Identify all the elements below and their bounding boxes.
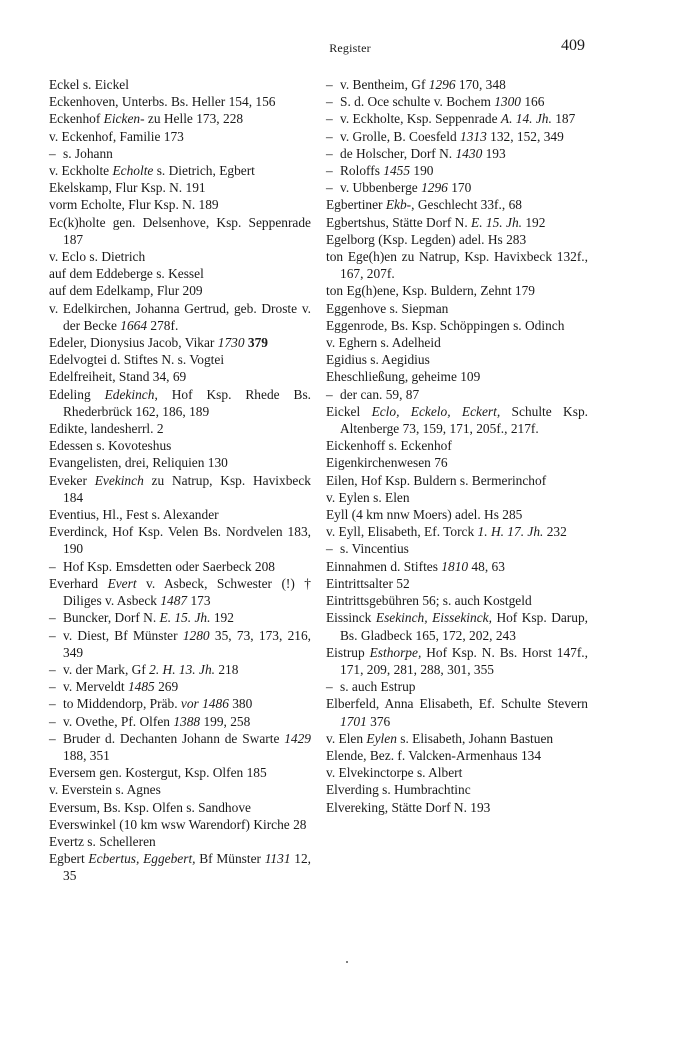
entry-text: Evertz s. Schelleren bbox=[49, 833, 156, 849]
entry-text: 187 bbox=[551, 111, 576, 127]
italic-text: Ecbertus, Eggebert, bbox=[88, 851, 196, 867]
index-entry bbox=[49, 334, 311, 351]
page-number: 409 bbox=[561, 37, 585, 54]
index-entry bbox=[49, 93, 311, 110]
index-entry bbox=[49, 454, 311, 471]
italic-text: 1455 bbox=[383, 163, 411, 179]
print-speck bbox=[346, 961, 348, 963]
subentry-dash: – bbox=[49, 145, 56, 161]
entry-text: Egbertshus, Stätte Dorf N. bbox=[326, 214, 472, 230]
entry-text: Eggenrode, Bs. Ksp. Schöppingen s. Odinch bbox=[326, 317, 565, 333]
entry-text: v. Elen bbox=[326, 730, 367, 746]
italic-text: 1. H. 17. Jh. bbox=[477, 524, 544, 540]
index-column-left bbox=[49, 76, 311, 885]
entry-text: Eintrittsalter 52 bbox=[326, 575, 410, 591]
entry-text: Einnahmen d. Stiftes bbox=[326, 558, 442, 574]
subentry-dash: – bbox=[49, 696, 56, 712]
entry-text: ton Ege(h)en zu Natrup, Ksp. Havixbeck 132f., 167, 207f. bbox=[326, 249, 588, 282]
entry-text: 35, 73, 173, 216, 349 bbox=[63, 627, 311, 660]
italic-text: 1430 bbox=[455, 145, 483, 161]
italic-text: 1296 bbox=[428, 77, 456, 92]
italic-text: 1429 bbox=[284, 730, 311, 746]
italic-text: Evert bbox=[107, 575, 137, 591]
entry-text: Hof Ksp. Emsdetten oder Saerbeck 208 bbox=[63, 558, 275, 574]
entry-text: Edeler, Dionysius Jacob, Vikar bbox=[49, 335, 218, 351]
entry-text: Bf Münster bbox=[195, 851, 265, 867]
index-entry bbox=[49, 162, 311, 179]
index-entry bbox=[326, 282, 588, 299]
subentry-dash: – bbox=[326, 180, 333, 196]
entry-text: Edikte, landesherrl. 2 bbox=[49, 421, 164, 437]
entry-text: Edeling bbox=[49, 386, 105, 402]
italic-text: Esekinch, Eissekinck, bbox=[375, 610, 492, 626]
entry-text: zu Helle 173, 228 bbox=[144, 111, 244, 127]
entry-text: Everdinck, Hof Ksp. Velen Bs. Nordvelen 183, 190 bbox=[49, 524, 311, 557]
index-entry bbox=[49, 179, 311, 196]
entry-text: Ec(k)holte gen. Delsenhove, Ksp. Seppenrade 187 bbox=[49, 214, 311, 247]
index-entry bbox=[49, 437, 311, 454]
index-entry bbox=[326, 403, 588, 437]
subentry-dash: – bbox=[326, 145, 333, 161]
index-entry bbox=[49, 110, 311, 127]
entry-text: Eggenhove s. Siepman bbox=[326, 300, 449, 316]
index-subentry bbox=[326, 678, 588, 695]
index-entry bbox=[326, 781, 588, 798]
italic-text: 1388 bbox=[173, 713, 201, 729]
index-subentry bbox=[49, 713, 311, 730]
entry-text: s. Vincentius bbox=[340, 541, 409, 557]
subentry-dash: – bbox=[326, 128, 333, 144]
entry-text: 278f. bbox=[147, 317, 179, 333]
entry-text: Eickel bbox=[326, 403, 372, 419]
index-subentry bbox=[49, 627, 311, 661]
index-entry bbox=[326, 231, 588, 248]
entry-text: Egidius s. Aegidius bbox=[326, 352, 430, 368]
entry-text: Edelvogtei d. Stiftes N. s. Vogtei bbox=[49, 352, 225, 368]
entry-text: 170, 348 bbox=[455, 77, 506, 92]
entry-text: Eventius, Hl., Fest s. Alexander bbox=[49, 507, 219, 523]
entry-text: Eistrup bbox=[326, 644, 370, 660]
index-entry bbox=[326, 351, 588, 368]
entry-text: Eheschließung, geheime 109 bbox=[326, 369, 481, 385]
subentry-dash: – bbox=[49, 661, 56, 677]
italic-text: E. 15. Jh. bbox=[471, 214, 522, 230]
entry-text: , Geschlecht 33f., 68 bbox=[411, 197, 522, 213]
entry-text: Edelfreiheit, Stand 34, 69 bbox=[49, 369, 187, 385]
subentry-dash: – bbox=[49, 730, 56, 746]
entry-text: vorm Echolte, Flur Ksp. N. 189 bbox=[49, 197, 219, 213]
italic-text: 1487 bbox=[160, 593, 188, 609]
index-entry bbox=[49, 265, 311, 282]
index-entry bbox=[49, 833, 311, 850]
index-entry bbox=[49, 351, 311, 368]
index-entry bbox=[326, 695, 588, 729]
entry-text: Hof Ksp. N. Bs. Horst 147f., 171, 209, 281, 288, 301, 355 bbox=[340, 644, 588, 677]
entry-text: v. Ovethe, Pf. Olfen bbox=[63, 713, 174, 729]
index-entry bbox=[49, 506, 311, 523]
italic-text: 1300 bbox=[494, 94, 521, 110]
index-subentry bbox=[49, 730, 311, 764]
index-entry bbox=[326, 437, 588, 454]
entry-text: 380 bbox=[228, 696, 253, 712]
italic-text: 1485 bbox=[127, 679, 155, 695]
index-subentry bbox=[326, 540, 588, 557]
subentry-dash: – bbox=[326, 111, 333, 127]
index-entry bbox=[49, 523, 311, 557]
entry-text: v. Diest, Bf Münster bbox=[63, 627, 183, 643]
index-subentry bbox=[326, 386, 588, 403]
entry-text: 190 bbox=[410, 163, 434, 179]
italic-text: 1701 bbox=[340, 713, 367, 729]
entry-text: de Holscher, Dorf N. bbox=[340, 145, 456, 161]
index-entry bbox=[49, 781, 311, 798]
index-subentry bbox=[326, 110, 588, 127]
index-entry bbox=[326, 799, 588, 816]
subentry-dash: – bbox=[326, 679, 333, 695]
entry-text: v. Bentheim, Gf bbox=[340, 77, 429, 92]
entry-text: 192 bbox=[210, 610, 234, 626]
entry-text: Ekelskamp, Flur Ksp. N. 191 bbox=[49, 180, 206, 196]
entry-text: v. Eyll, Elisabeth, Ef. Torck bbox=[326, 524, 478, 540]
entry-text: 199, 258 bbox=[200, 713, 251, 729]
index-subentry bbox=[49, 609, 311, 626]
entry-text: Egelborg (Ksp. Legden) adel. Hs 283 bbox=[326, 231, 527, 247]
index-subentry bbox=[326, 93, 588, 110]
entry-text: Eigenkirchenwesen 76 bbox=[326, 455, 448, 471]
index-entry bbox=[326, 368, 588, 385]
entry-text: zu Natrup, Ksp. Havixbeck 184 bbox=[63, 472, 311, 505]
italic-text: Eicken- bbox=[103, 111, 145, 127]
index-entry bbox=[326, 609, 588, 643]
entry-text: v. Elvekinctorpe s. Albert bbox=[326, 765, 463, 781]
italic-text: Esthorpe, bbox=[369, 644, 422, 660]
index-entry bbox=[326, 730, 588, 747]
index-entry bbox=[326, 506, 588, 523]
entry-text: v. Eckholte bbox=[49, 163, 113, 179]
italic-text: 2. H. 13. Jh. bbox=[149, 661, 215, 677]
subentry-dash: – bbox=[326, 77, 333, 92]
index-entry bbox=[49, 799, 311, 816]
entry-text: Schulte Ksp. Altenberge 73, 159, 171, 205f., 217f. bbox=[340, 403, 588, 437]
index-entry bbox=[326, 334, 588, 351]
italic-text: Evekinch bbox=[94, 472, 144, 488]
entry-text: Everswinkel (10 km wsw Warendorf) Kirche 28 bbox=[49, 816, 307, 832]
entry-text: v. der Mark, Gf bbox=[63, 661, 150, 677]
entry-text: v. Eylen s. Elen bbox=[326, 489, 410, 505]
entry-text: v. Eckholte, Ksp. Seppenrade bbox=[340, 111, 501, 127]
entry-text: v. Eckenhof, Familie 173 bbox=[49, 128, 184, 144]
entry-text: Eilen, Hof Ksp. Buldern s. Bermerinchof bbox=[326, 472, 547, 488]
entry-text: s. Dietrich, Egbert bbox=[153, 163, 255, 179]
italic-text: vor 1486 bbox=[180, 696, 229, 712]
entry-text: Elverding s. Humbrachtinc bbox=[326, 782, 471, 798]
entry-text: Eissinck bbox=[326, 610, 376, 626]
index-entry bbox=[326, 454, 588, 471]
italic-text: 1664 bbox=[120, 317, 148, 333]
subentry-dash: – bbox=[49, 610, 56, 626]
index-entry bbox=[49, 764, 311, 781]
index-entry bbox=[49, 472, 311, 506]
subentry-dash: – bbox=[49, 558, 56, 574]
index-entry bbox=[49, 300, 311, 334]
subentry-dash: – bbox=[326, 386, 333, 402]
italic-text: Echolte bbox=[112, 163, 154, 179]
entry-text: Egbertiner bbox=[326, 197, 386, 213]
entry-text: 170 bbox=[447, 180, 472, 196]
entry-text: s. auch Estrup bbox=[340, 679, 416, 695]
entry-text: auf dem Edelkamp, Flur 209 bbox=[49, 283, 203, 299]
index-entry bbox=[326, 558, 588, 575]
entry-text: s. Johann bbox=[63, 145, 113, 161]
entry-text: v. Eghern s. Adelheid bbox=[326, 335, 441, 351]
entry-text: 48, 63 bbox=[468, 558, 505, 574]
index-subentry bbox=[326, 128, 588, 145]
entry-text: Egbert bbox=[49, 851, 89, 867]
entry-text: 269 bbox=[154, 679, 179, 695]
entry-text: ton Eg(h)ene, Ksp. Buldern, Zehnt 179 bbox=[326, 283, 535, 299]
index-entry bbox=[326, 747, 588, 764]
entry-text: to Middendorp, Präb. bbox=[63, 696, 181, 712]
index-entry bbox=[49, 196, 311, 213]
italic-text: Edekinch bbox=[104, 386, 155, 402]
italic-text: E. 15. Jh. bbox=[159, 610, 211, 626]
italic-text: 1280 bbox=[182, 627, 210, 643]
bold-text: 379 bbox=[247, 335, 268, 351]
italic-text: A. 14. Jh. bbox=[500, 111, 552, 127]
subentry-dash: – bbox=[326, 541, 333, 557]
index-entry bbox=[326, 317, 588, 334]
index-entry bbox=[326, 764, 588, 781]
index-entry bbox=[326, 592, 588, 609]
index-entry bbox=[49, 850, 311, 884]
italic-text: Eclo, Eckelo, Eckert, bbox=[371, 403, 501, 419]
subentry-dash: – bbox=[326, 94, 333, 110]
index-entry bbox=[326, 300, 588, 317]
entry-text: v. Grolle, B. Coesfeld bbox=[340, 128, 460, 144]
index-entry bbox=[49, 214, 311, 248]
index-entry bbox=[326, 575, 588, 592]
entry-text: v. Everstein s. Agnes bbox=[49, 782, 161, 798]
entry-text: Eckenhof bbox=[49, 111, 104, 127]
index-entry bbox=[49, 386, 311, 420]
index-subentry bbox=[326, 145, 588, 162]
entry-text: 12, 35 bbox=[63, 851, 311, 884]
index-entry bbox=[326, 196, 588, 213]
entry-text: Elvereking, Stätte Dorf N. 193 bbox=[326, 799, 491, 815]
entry-text: 173 bbox=[187, 593, 211, 609]
entry-text: der can. 59, 87 bbox=[340, 386, 420, 402]
entry-text: Everhard bbox=[49, 575, 108, 591]
entry-text: Eickenhoff s. Eckenhof bbox=[326, 438, 452, 454]
entry-text: v. Edelkirchen, Johanna Gertrud, geb. Droste v. der Becke bbox=[49, 300, 311, 333]
italic-text: Ekb- bbox=[385, 197, 412, 213]
index-entry bbox=[326, 644, 588, 678]
entry-text: 193 bbox=[482, 145, 506, 161]
italic-text: Eylen bbox=[366, 730, 397, 746]
index-subentry bbox=[49, 558, 311, 575]
italic-text: 1313 bbox=[460, 128, 487, 144]
index-entry bbox=[326, 248, 588, 282]
subentry-dash: – bbox=[49, 713, 56, 729]
subentry-dash: – bbox=[49, 679, 56, 695]
entry-text: 232 bbox=[543, 524, 567, 540]
entry-text: auf dem Eddeberge s. Kessel bbox=[49, 266, 204, 282]
entry-text: 188, 351 bbox=[63, 747, 110, 763]
entry-text: Eversem gen. Kostergut, Ksp. Olfen 185 bbox=[49, 765, 267, 781]
running-title: Register bbox=[329, 41, 371, 55]
entry-text: Eveker bbox=[49, 472, 95, 488]
entry-text: Roloffs bbox=[340, 163, 384, 179]
index-subentry bbox=[326, 162, 588, 179]
entry-text: S. d. Oce schulte v. Bochem bbox=[340, 94, 495, 110]
index-entry bbox=[49, 282, 311, 299]
entry-text: Eintrittsgebühren 56; s. auch Kostgeld bbox=[326, 593, 532, 609]
index-subentry bbox=[326, 179, 588, 196]
index-subentry bbox=[49, 695, 311, 712]
index-entry bbox=[326, 523, 588, 540]
entry-text: 376 bbox=[366, 713, 391, 729]
index-subentry bbox=[49, 661, 311, 678]
index-entry bbox=[49, 575, 311, 609]
entry-text: s. Elisabeth, Johann Bastuen bbox=[396, 730, 554, 746]
entry-text: Bruder d. Dechanten Johann de Swarte bbox=[63, 730, 285, 746]
index-entry bbox=[49, 368, 311, 385]
entry-text: Eckenhoven, Unterbs. Bs. Heller 154, 156 bbox=[49, 94, 276, 110]
entry-text: Elberfeld, Anna Elisabeth, Ef. Schulte Stevern bbox=[326, 696, 588, 712]
entry-text: 192 bbox=[522, 214, 546, 230]
index-entry bbox=[326, 489, 588, 506]
italic-text: 1296 bbox=[421, 180, 448, 196]
entry-text: v. Merveldt bbox=[63, 679, 128, 695]
index-subentry bbox=[326, 76, 588, 93]
subentry-dash: – bbox=[326, 163, 333, 179]
index-entry bbox=[49, 420, 311, 437]
index-entry bbox=[326, 214, 588, 231]
entry-text: v. Asbeck, Schwester (!) † Diliges v. Asbeck bbox=[63, 575, 311, 609]
entry-text: 132, 152, 349 bbox=[486, 128, 564, 144]
index-entry bbox=[49, 248, 311, 265]
entry-text: Eyll (4 km nnw Moers) adel. Hs 285 bbox=[326, 507, 523, 523]
index-subentry bbox=[49, 145, 311, 162]
entry-text: Eversum, Bs. Ksp. Olfen s. Sandhove bbox=[49, 799, 251, 815]
entry-text: Eckel s. Eickel bbox=[49, 77, 129, 92]
entry-text: Elende, Bez. f. Valcken-Armenhaus 134 bbox=[326, 747, 542, 763]
index-column-right bbox=[326, 76, 588, 816]
subentry-dash: – bbox=[49, 627, 56, 643]
entry-text: Buncker, Dorf N. bbox=[63, 610, 160, 626]
entry-text: Evangelisten, drei, Reliquien 130 bbox=[49, 455, 228, 471]
index-entry bbox=[49, 76, 311, 93]
index-subentry bbox=[49, 678, 311, 695]
entry-text: Edessen s. Kovoteshus bbox=[49, 438, 172, 454]
italic-text: 1131 bbox=[264, 851, 291, 867]
italic-text: 1810 bbox=[441, 558, 469, 574]
entry-text: , Hof Ksp. Rhede Bs. Rhederbrück 162, 186, 189 bbox=[63, 386, 312, 419]
entry-text: Hof Ksp. Darup, Bs. Gladbeck 165, 172, 202, 243 bbox=[340, 610, 589, 643]
entry-text: v. Eclo s. Dietrich bbox=[49, 249, 146, 265]
entry-text: v. Ubbenberge bbox=[340, 180, 422, 196]
italic-text: 1730 bbox=[217, 335, 245, 351]
index-entry bbox=[326, 472, 588, 489]
index-entry bbox=[49, 128, 311, 145]
index-entry bbox=[49, 816, 311, 833]
entry-text: 166 bbox=[521, 94, 545, 110]
entry-text: 218 bbox=[215, 661, 239, 677]
